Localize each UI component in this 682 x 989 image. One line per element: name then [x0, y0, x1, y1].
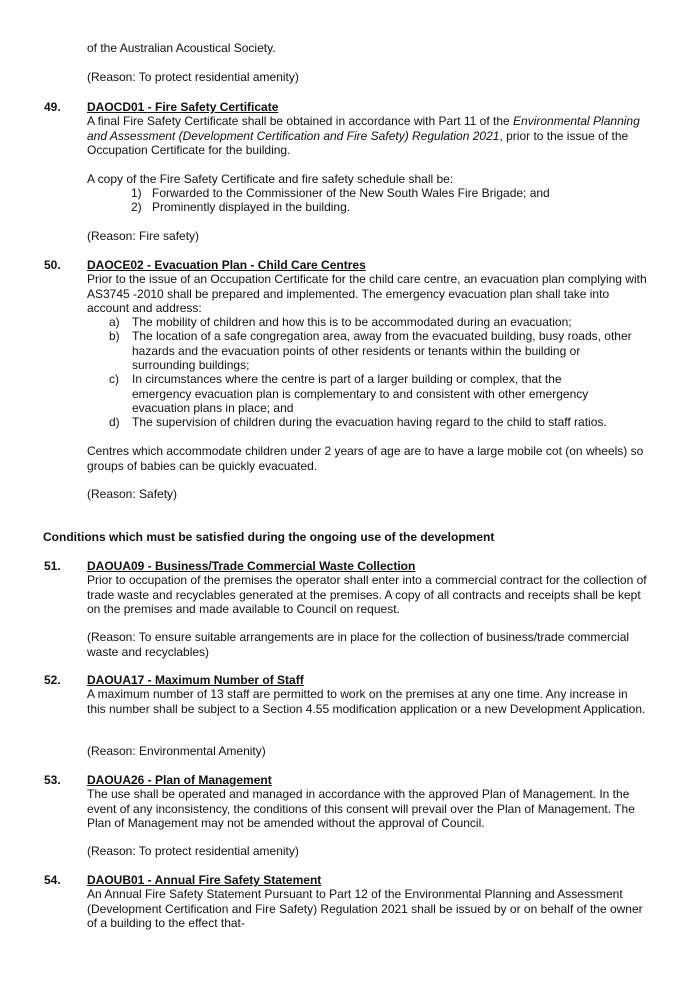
carryover-text: of the Australian Acoustical Society. [87, 41, 276, 55]
list-item-text: In circumstances where the centre is part of a larger building or complex, that the emergency evacuation plan is complementary to and consistent with other emergency evacuation plans in place; and [132, 372, 589, 415]
condition-number: 52. [44, 673, 61, 687]
condition-title: DAOCE02 - Evacuation Plan - Child Care Centres [87, 258, 366, 272]
condition-paragraph: An Annual Fire Safety Statement Pursuant to Part 12 of the Environmental Planning and Assessment (Development Certification and Fire Safety) Regulation 2021 shall be issued by or on behalf of the owner of a building to the effect that- [87, 887, 643, 930]
condition-paragraph: Centres which accommodate children under 2 years of age are to have a large mobile cot (on wheels) so groups of babies can be quickly evacuated. [87, 444, 644, 473]
list-item-text: Prominently displayed in the building. [152, 200, 351, 214]
list-marker: 2) [131, 200, 142, 214]
list-marker: c) [109, 372, 119, 386]
section-heading: Conditions which must be satisfied during the ongoing use of the development [43, 530, 495, 544]
condition-paragraph: Prior to occupation of the premises the operator shall enter into a commercial contract for the collection of trade waste and recyclables generated at the premises. A copy of all contracts and receipts shall be kept on the premises and made available to Council on request. [87, 573, 647, 616]
condition-title: DAOUA26 - Plan of Management [87, 773, 272, 787]
list-marker: a) [109, 315, 120, 329]
condition-title: DAOCD01 - Fire Safety Certificate [87, 100, 279, 114]
list-marker: d) [109, 415, 120, 429]
list-marker: 1) [131, 186, 142, 200]
condition-title: DAOUA17 - Maximum Number of Staff [87, 673, 304, 687]
reason-text: (Reason: To ensure suitable arrangements are in place for the collection of business/trade commercial waste and recyclables) [87, 630, 630, 659]
reason-text: (Reason: To protect residential amenity) [87, 844, 299, 858]
reason-text: (Reason: To protect residential amenity) [87, 70, 299, 84]
list-item [87, 200, 647, 215]
regulation-title: Environmental Planning and Assessment (Development Certification and Fire Safety) Regulation 2021 [87, 114, 640, 143]
list-item-text: The mobility of children and how this is to be accommodated during an evacuation; [132, 315, 572, 329]
condition-paragraph: The use shall be operated and managed in accordance with the approved Plan of Management. In the event of any inconsistency, the conditions of this consent will prevail over the Plan of Management. The Plan of Management may not be amended without the approval of Council. [87, 787, 635, 830]
list-item-text: Forwarded to the Commissioner of the New South Wales Fire Brigade; and [152, 186, 550, 200]
list-item [87, 186, 647, 201]
condition-title: DAOUB01 - Annual Fire Safety Statement [87, 873, 322, 887]
list-item-text: The supervision of children during the evacuation having regard to the child to staff ratios. [132, 415, 607, 429]
list-marker: b) [109, 329, 120, 343]
condition-paragraph: A final Fire Safety Certificate shall be obtained in accordance with Part 11 of the Environmental Planning and Assessment (Development Certification and Fire Safety) Regulation 2021, prior to the issue of the Occupation Certificate for the building. [87, 114, 640, 157]
condition-paragraph: A maximum number of 13 staff are permitted to work on the premises at any one time. Any increase in this number shall be subject to a Section 4.55 modification application or a new Development Application. [87, 687, 646, 716]
list-item-text: The location of a safe congregation area, away from the evacuated building, busy roads, other hazards and the evacuation points of other residents or tenants within the building or surrounding buildings; [132, 329, 632, 372]
condition-paragraph: A copy of the Fire Safety Certificate and fire safety schedule shall be: [87, 172, 454, 186]
condition-number: 49. [44, 100, 61, 114]
condition-number: 53. [44, 773, 61, 787]
condition-number: 54. [44, 873, 61, 887]
condition-number: 50. [44, 258, 61, 272]
reason-text: (Reason: Safety) [87, 487, 178, 501]
reason-text: (Reason: Fire safety) [87, 229, 200, 243]
reason-text: (Reason: Environmental Amenity) [87, 744, 266, 758]
condition-number: 51. [44, 559, 61, 573]
condition-title: DAOUA09 - Business/Trade Commercial Waste Collection [87, 559, 416, 573]
condition-paragraph: Prior to the issue of an Occupation Certificate for the child care centre, an evacuation plan complying with AS3745 -2010 shall be prepared and implemented. The emergency evacuation plan shall take into account and address: [87, 272, 647, 315]
